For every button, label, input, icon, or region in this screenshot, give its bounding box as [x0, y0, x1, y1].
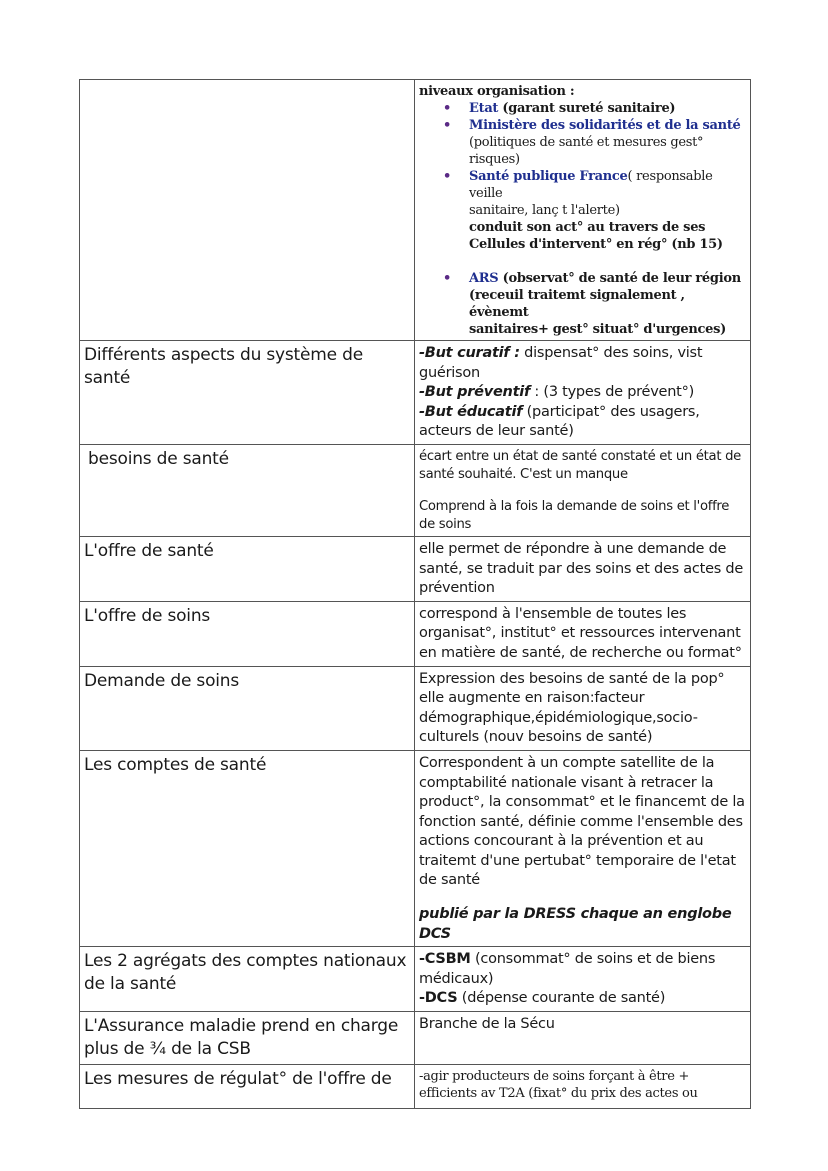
table-row [80, 444, 751, 536]
row8-content-cell: -CSBM (consommat° de soins et de biens médicaux) -DCS (dépense courante de santé) [415, 947, 751, 1012]
table-row [80, 750, 751, 946]
row-label: Demande de soins [84, 670, 240, 691]
bullet-icon: • [443, 271, 452, 286]
row5-content-cell: correspond à l'ensemble de toutes les organisat°, institut° et ressources intervenant en matière de santé, de recherche ou format° [415, 601, 751, 666]
org-name: ARS [469, 271, 499, 286]
row2-content-cell: -But curatif : dispensat° des soins, vist guérison -But préventif : (3 types de prévent°) -But éducatif (participat° des usagers, acteurs de leur santé) [415, 341, 751, 445]
table-row [80, 536, 751, 601]
table-row [80, 947, 751, 1012]
row7-label-cell [80, 750, 415, 946]
list-item: • Santé publique France( responsable veille sanitaire, lanç t l'alerte) conduit son act° au travers de ses Cellules d'intervent° en rég° (nb 15) [443, 169, 723, 252]
bullet-icon: • [443, 118, 452, 133]
list-item: • ARS (observat° de santé de leur région (receuil traitemt signalement , évènemt sanitaires+ gest° situat° d'urgences) [443, 271, 741, 337]
row8-label-cell: Les 2 agrégats des comptes nationaux de la santé [80, 947, 415, 1012]
row7-content-cell: Correspondent à un compte satellite de la comptabilité nationale visant à retracer la product°, la consommat° et le financemt de la fonction santé, définie comme l'ensemble des actions concourant à la prévention et au traitemt d'une pertubat° temporaire de l'etat de santé publié par la DRESS chaque an englobe DCS [415, 750, 751, 946]
row2-label-cell [80, 341, 415, 445]
row-label: Les mesures de régulat° de l'offre de [84, 1069, 392, 1090]
row-label: Les comptes de santé [84, 754, 267, 775]
row-label: L'offre de santé [84, 540, 214, 561]
bullet-icon: • [443, 101, 452, 116]
row-label: besoins de santé [88, 448, 229, 469]
row1-label-cell [80, 80, 415, 341]
row-label: L'offre de soins [84, 605, 211, 626]
row-label: Différents aspects du système de santé [84, 345, 363, 388]
row6-content-cell: Expression des besoins de santé de la pop° elle augmente en raison:facteur démographique,épidémiologique,socio- culturels (nouv besoins de santé) [415, 666, 751, 750]
row3-content-cell: écart entre un état de santé constaté et un état de santé souhaité. C'est un manque Comprend à la fois la demande de soins et l'offre de soins [415, 444, 751, 536]
table-row [80, 1012, 751, 1065]
row9-content-cell: Branche de la Sécu [415, 1012, 751, 1065]
table-row [80, 1065, 751, 1109]
org-name: Etat [469, 101, 499, 116]
notes-table [79, 79, 751, 1109]
row5-label-cell [80, 601, 415, 666]
table-row [80, 601, 751, 666]
row1-heading: niveaux organisation : [419, 84, 575, 99]
table-row [80, 341, 751, 445]
row6-label-cell [80, 666, 415, 750]
table-row [80, 666, 751, 750]
row3-label-cell [80, 444, 415, 536]
list-item: • Etat (garant sureté sanitaire) [443, 101, 676, 116]
row10-content-cell: -agir producteurs de soins forçant à être + efficients av T2A (fixat° du prix des actes ou [415, 1065, 751, 1109]
organisation-levels-list [419, 100, 746, 338]
row4-content-cell: elle permet de répondre à une demande de santé, se traduit par des soins et des actes de prévention [415, 536, 751, 601]
list-item: • Ministère des solidarités et de la santé (politiques de santé et mesures gest° risques) [443, 118, 741, 167]
row10-label-cell [80, 1065, 415, 1109]
row-label: L'Assurance maladie prend en charge [84, 1016, 399, 1037]
dress-note: publié par la DRESS chaque an englobe DCS [419, 906, 732, 942]
org-name: Ministère des solidarités et de la santé [469, 118, 741, 133]
row9-label-cell: L'Assurance maladie prend en charge plus de ¾ de la CSB [80, 1012, 415, 1065]
bullet-icon: • [443, 169, 452, 184]
table-row [80, 80, 751, 341]
row1-content-cell [415, 80, 751, 341]
row-label: Les 2 agrégats des comptes nationaux [84, 951, 407, 972]
row4-label-cell [80, 536, 415, 601]
org-name: Santé publique France [469, 169, 628, 184]
